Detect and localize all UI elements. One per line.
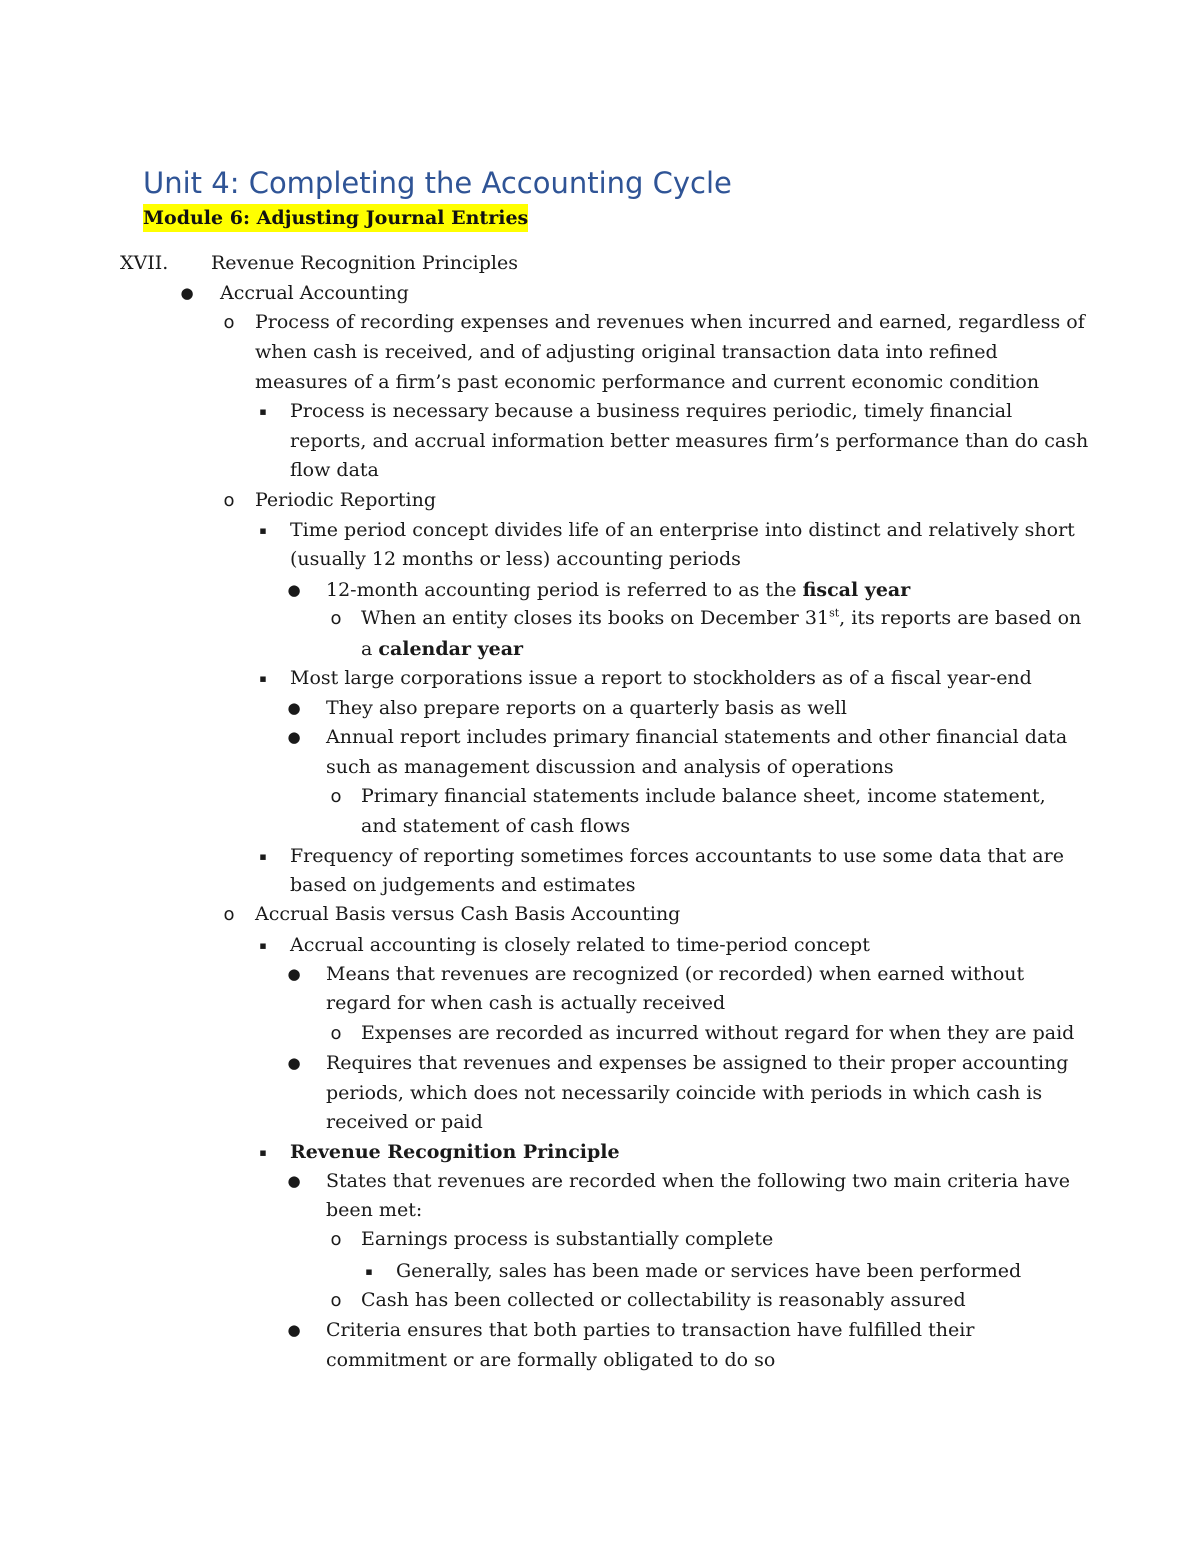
outline-item-continuation: flow data — [290, 459, 379, 481]
outline-item-continuation: (usually 12 months or less) accounting periods — [290, 548, 741, 570]
bullet-o-marker: o — [330, 608, 342, 629]
outline-item-continuation: when cash is received, and of adjusting original transaction data into refined — [255, 341, 998, 363]
bullet-dot-marker: ● — [287, 581, 301, 599]
outline-item: Earnings process is substantially complete — [361, 1228, 774, 1250]
outline-item-continuation: reports, and accrual information better measures firm’s performance than do cash — [290, 430, 1089, 452]
outline-item: Accrual accounting is closely related to time-period concept — [290, 934, 870, 956]
section-number: XVII. — [120, 252, 169, 274]
bullet-square-marker: ▪ — [365, 1265, 373, 1278]
bullet-dot-marker: ● — [180, 284, 194, 302]
outline-item: Process of recording expenses and revenues when incurred and earned, regardless of — [255, 311, 1085, 333]
outline-item-continuation: regard for when cash is actually received — [326, 992, 726, 1014]
bullet-square-marker: ▪ — [259, 1146, 267, 1159]
section-label: Revenue Recognition Principles — [211, 252, 518, 274]
outline-item-continuation: received or paid — [326, 1111, 483, 1133]
outline-item: Accrual Basis versus Cash Basis Accounting — [255, 903, 681, 925]
bullet-o-marker: o — [330, 786, 342, 807]
bullet-dot-marker: ● — [287, 699, 301, 717]
outline-item: Expenses are recorded as incurred without regard for when they are paid — [361, 1022, 1075, 1044]
bullet-o-marker: o — [223, 312, 235, 333]
bullet-o-marker: o — [330, 1290, 342, 1311]
bullet-o-marker: o — [330, 1229, 342, 1250]
outline-item: Annual report includes primary financial statements and other financial data — [326, 726, 1068, 748]
outline-item: Most large corporations issue a report to stockholders as of a fiscal year-end — [290, 667, 1032, 689]
outline-item-continuation: commitment or are formally obligated to do so — [326, 1349, 776, 1371]
bullet-o-marker: o — [330, 1023, 342, 1044]
bullet-square-marker: ▪ — [259, 850, 267, 863]
fiscal-year-term: fiscal year — [802, 579, 911, 601]
outline-item-continuation: been met: — [326, 1199, 423, 1221]
bullet-o-marker: o — [223, 490, 235, 511]
outline-item: 12-month accounting period is referred to as the fiscal year — [326, 579, 911, 601]
module-heading: Module 6: Adjusting Journal Entries — [143, 204, 528, 232]
bullet-dot-marker: ● — [287, 1321, 301, 1339]
bullet-dot-marker: ● — [287, 965, 301, 983]
outline-item-continuation: and statement of cash flows — [361, 815, 631, 837]
outline-item: Frequency of reporting sometimes forces accountants to use some data that are — [290, 845, 1064, 867]
bullet-square-marker: ▪ — [259, 405, 267, 418]
outline-item-continuation: based on judgements and estimates — [290, 874, 636, 896]
outline-item: Criteria ensures that both parties to transaction have fulfilled their — [326, 1319, 975, 1341]
outline-item-continuation: such as management discussion and analysis of operations — [326, 756, 894, 778]
outline-item-continuation: a calendar year — [361, 638, 524, 660]
outline-item: Primary financial statements include balance sheet, income statement, — [361, 785, 1046, 807]
outline-item: Periodic Reporting — [255, 489, 437, 511]
page-title: Unit 4: Completing the Accounting Cycle — [143, 166, 732, 200]
outline-item: Process is necessary because a business requires periodic, timely financial — [290, 400, 1013, 422]
outline-item: Time period concept divides life of an enterprise into distinct and relatively short — [290, 519, 1075, 541]
outline-item-continuation: measures of a firm’s past economic performance and current economic condition — [255, 371, 1040, 393]
bullet-o-marker: o — [223, 904, 235, 925]
outline-item: Means that revenues are recognized (or recorded) when earned without — [326, 963, 1025, 985]
bullet-dot-marker: ● — [287, 1054, 301, 1072]
bullet-dot-marker: ● — [287, 1172, 301, 1190]
outline-item: Accrual Accounting — [220, 282, 409, 304]
outline-item-bold: Revenue Recognition Principle — [290, 1141, 620, 1163]
bullet-square-marker: ▪ — [259, 524, 267, 537]
outline-item: Cash has been collected or collectability is reasonably assured — [361, 1289, 966, 1311]
bullet-square-marker: ▪ — [259, 672, 267, 685]
outline-item: Requires that revenues and expenses be assigned to their proper accounting — [326, 1052, 1069, 1074]
bullet-dot-marker: ● — [287, 728, 301, 746]
outline-item: They also prepare reports on a quarterly basis as well — [326, 697, 847, 719]
calendar-year-term: calendar year — [378, 638, 524, 660]
outline-item: States that revenues are recorded when the following two main criteria have — [326, 1170, 1070, 1192]
bullet-square-marker: ▪ — [259, 939, 267, 952]
outline-item-continuation: periods, which does not necessarily coincide with periods in which cash is — [326, 1082, 1043, 1104]
outline-item: Generally, sales has been made or services have been performed — [396, 1260, 1022, 1282]
outline-item: When an entity closes its books on December 31st, its reports are based on — [361, 606, 1082, 629]
